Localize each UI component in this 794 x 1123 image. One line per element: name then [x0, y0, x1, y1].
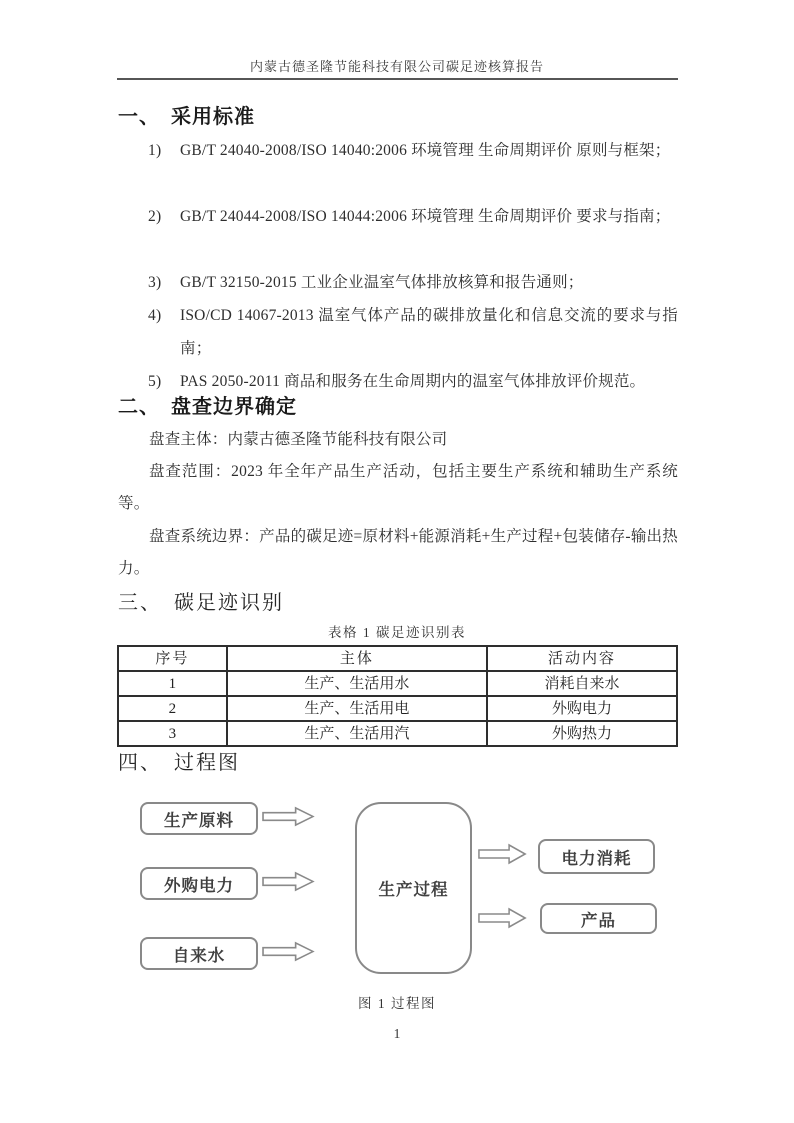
table-caption: 表格 1 碳足迹识别表: [328, 625, 466, 640]
diagram-output-box: 电力消耗: [538, 839, 655, 874]
flow-arrow-icon: [262, 941, 315, 962]
table-cell: 1: [118, 671, 227, 696]
table-cell: 2: [118, 696, 227, 721]
diagram-input-box: 生产原料: [140, 802, 258, 835]
list-item-text: GB/T 32150-2015 工业企业温室气体排放核算和报告通则；: [180, 274, 584, 291]
paragraph: 盘查系统边界：产品的碳足迹=原材料+能源消耗+生产过程+包装储存-输出热力。: [118, 528, 678, 577]
list-item-text: GB/T 24044-2008/ISO 14044:2006 环境管理 生命周期评价 要求与指南；: [180, 208, 671, 225]
table-cell: 3: [118, 721, 227, 746]
table-cell: 生产、生活用汽: [227, 721, 487, 746]
paragraph: 盘查主体：内蒙古德圣隆节能科技有限公司: [149, 431, 448, 448]
flow-arrow-icon: [478, 907, 527, 929]
section-heading-process: 四、 过程图: [118, 752, 240, 774]
list-marker: 4): [148, 307, 162, 324]
flow-arrow-icon: [478, 843, 527, 865]
list-item-text: GB/T 24040-2008/ISO 14040:2006 环境管理 生命周期评价 原则与框架；: [180, 142, 671, 159]
section-heading-boundary: 二、 盘查边界确定: [118, 396, 297, 418]
list-item-text: PAS 2050-2011 商品和服务在生命周期内的温室气体排放评价规范。: [180, 373, 646, 390]
section-heading-identification: 三、 碳足迹识别: [118, 592, 284, 614]
figure-caption: 图 1 过程图: [358, 996, 436, 1011]
diagram-process-box: 生产过程: [355, 802, 472, 974]
table-header-cell: 主体: [227, 646, 487, 671]
list-marker: 2): [148, 208, 162, 225]
diagram-input-box: 自来水: [140, 937, 258, 970]
list-marker: 5): [148, 373, 162, 390]
table-header-cell: 活动内容: [487, 646, 677, 671]
diagram-output-box: 产品: [540, 903, 657, 934]
table-cell: 生产、生活用电: [227, 696, 487, 721]
flow-arrow-icon: [262, 806, 315, 827]
diagram-input-box: 外购电力: [140, 867, 258, 900]
table-cell: 外购电力: [487, 696, 677, 721]
list-marker: 3): [148, 274, 162, 291]
page-number: 1: [393, 1026, 401, 1041]
running-header: 内蒙古德圣隆节能科技有限公司碳足迹核算报告: [249, 59, 544, 74]
section-heading-standards: 一、 采用标准: [118, 106, 255, 128]
list-marker: 1): [148, 142, 162, 159]
flow-arrow-icon: [262, 871, 315, 892]
table-cell: 生产、生活用水: [227, 671, 487, 696]
table-cell: 消耗自来水: [487, 671, 677, 696]
paragraph: 盘查范围：2023 年全年产品生产活动，包括主要生产系统和辅助生产系统等。: [118, 463, 678, 512]
list-item-text: ISO/CD 14067-2013 温室气体产品的碳排放量化和信息交流的要求与指南；: [180, 307, 678, 357]
table-header-cell: 序号: [118, 646, 227, 671]
table-cell: 外购热力: [487, 721, 677, 746]
